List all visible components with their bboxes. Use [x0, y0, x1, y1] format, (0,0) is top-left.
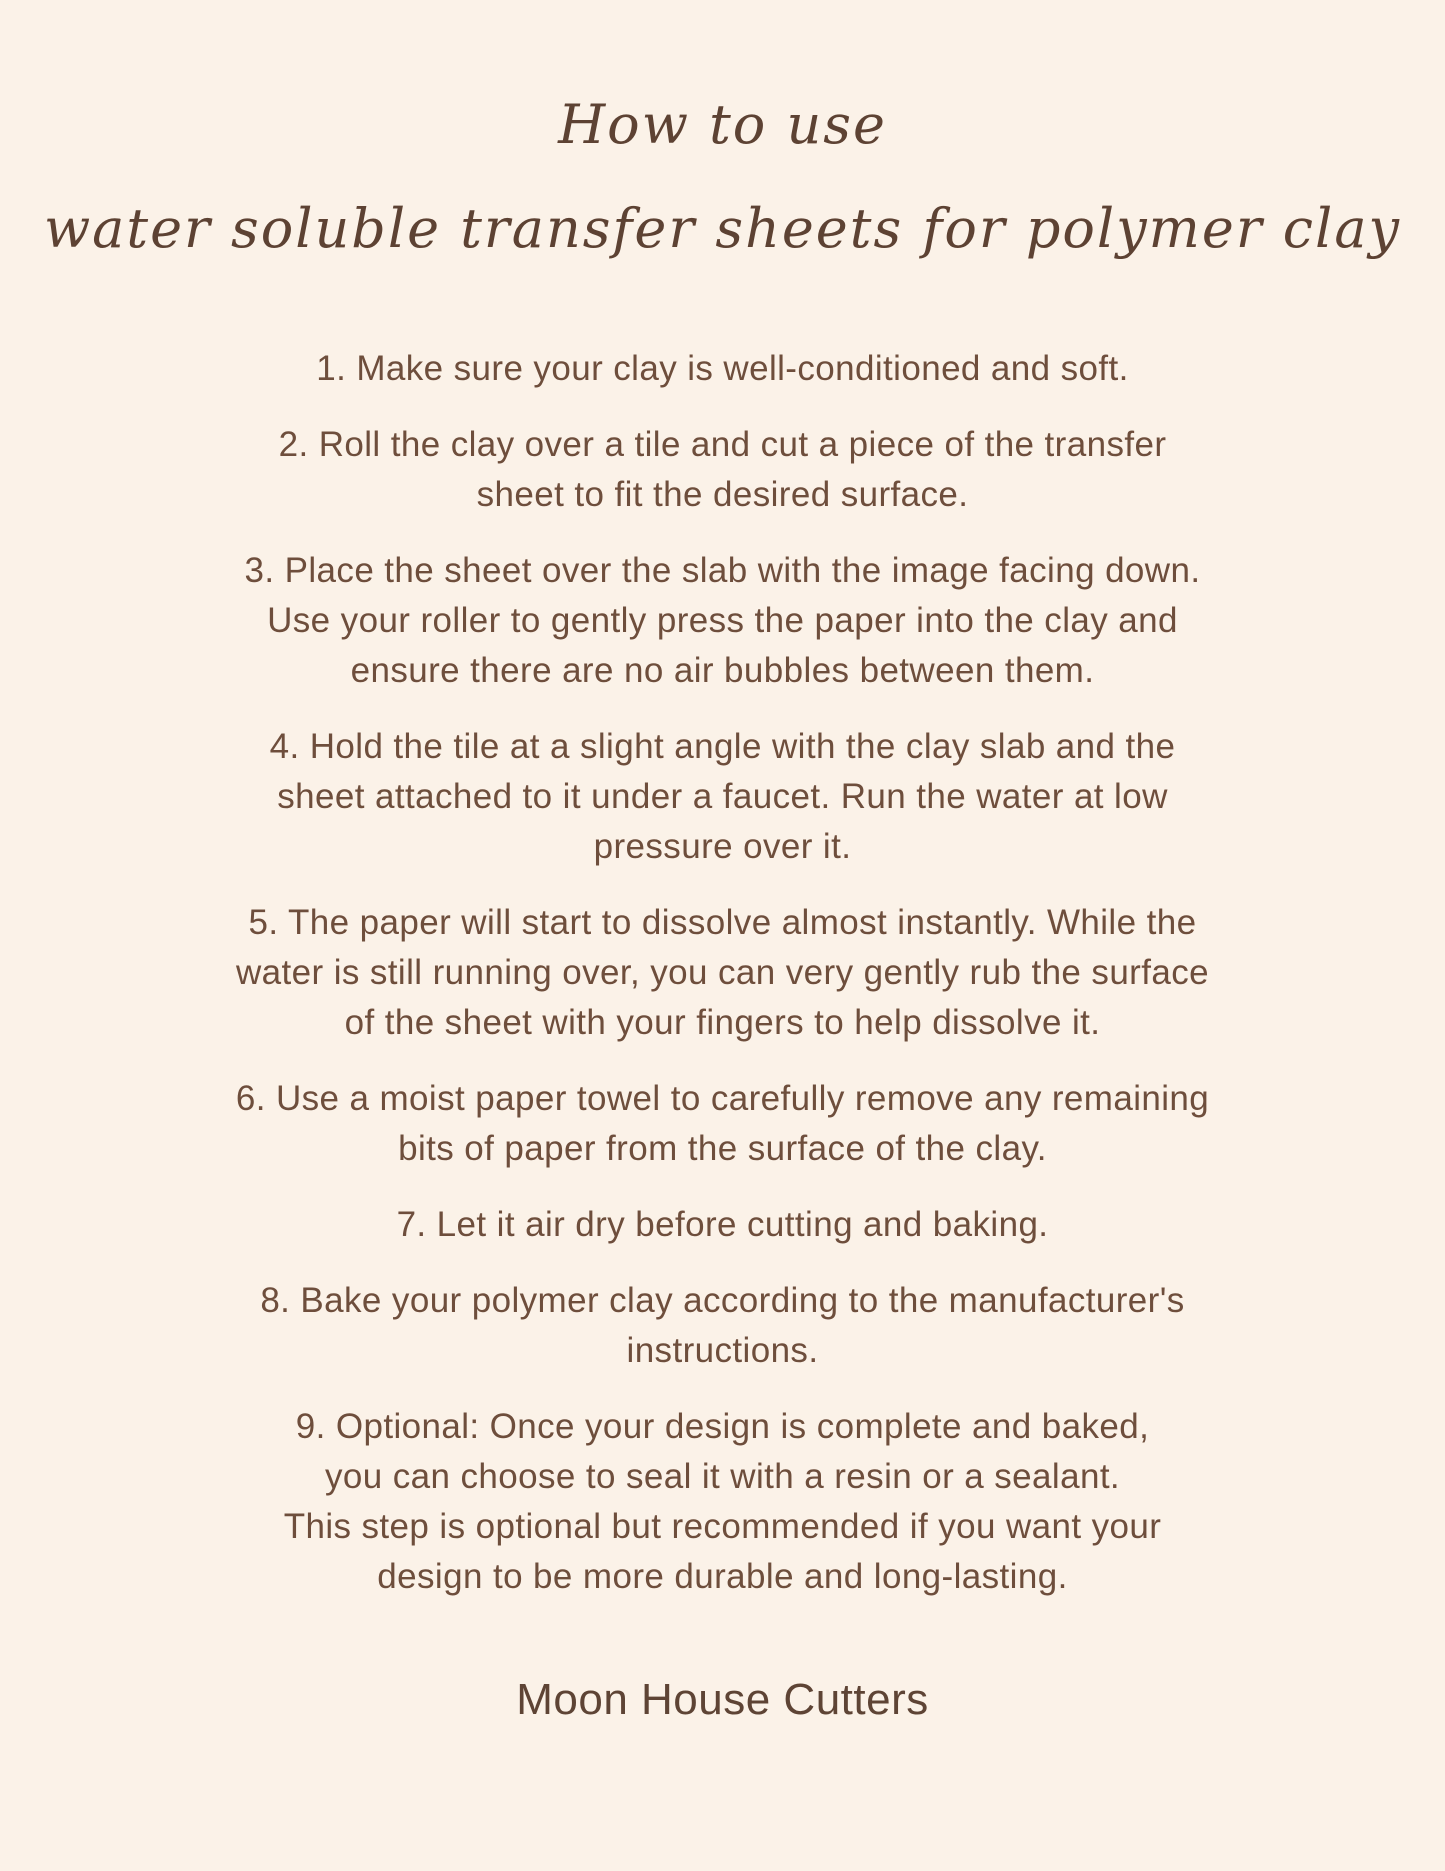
footer: [0, 1672, 1445, 1728]
heading-line-2: water soluble transfer sheets for polymer clay: [43, 197, 1402, 260]
step-line: ensure there are no air bubbles between them.: [350, 651, 1095, 690]
step-item-4: [0, 722, 1445, 872]
step-line: Use your roller to gently press the paper into the clay and: [267, 601, 1178, 640]
step-line: pressure over it.: [593, 827, 852, 866]
step-line: sheet to fit the desired surface.: [476, 475, 969, 514]
step-item-6: [0, 1074, 1445, 1174]
step-line: of the sheet with your fingers to help dissolve it.: [344, 1003, 1101, 1042]
step-item-7: [0, 1200, 1445, 1250]
step-line: 2. Roll the clay over a tile and cut a piece of the transfer: [278, 425, 1167, 464]
step-item-8: [0, 1276, 1445, 1376]
step-line: 5. The paper will start to dissolve almost instantly. While the: [248, 903, 1197, 942]
step-line: design to be more durable and long-lasting.: [377, 1557, 1068, 1596]
step-line: sheet attached to it under a faucet. Run the water at low: [277, 777, 1168, 816]
step-line: 8. Bake your polymer clay according to the manufacturer's: [260, 1281, 1185, 1320]
step-line: water is still running over, you can very gently rub the surface: [235, 953, 1209, 992]
step-line: you can choose to seal it with a resin or a sealant.: [324, 1457, 1121, 1496]
step-line: 1. Make sure your clay is well-conditioned and soft.: [316, 349, 1129, 388]
step-line: 4. Hold the tile at a slight angle with the clay slab and the: [269, 727, 1176, 766]
step-line: 9. Optional: Once your design is complete and baked,: [295, 1407, 1150, 1446]
heading-line-1: How to use: [558, 93, 887, 156]
step-item-2: [0, 420, 1445, 520]
step-item-1: [0, 344, 1445, 394]
step-line: This step is optional but recommended if you want your: [283, 1507, 1162, 1546]
step-line: 3. Place the sheet over the slab with the image facing down.: [244, 551, 1201, 590]
step-item-9: [0, 1402, 1445, 1602]
step-item-3: [0, 546, 1445, 696]
header: [0, 0, 1445, 262]
steps-list: [0, 344, 1445, 1602]
step-line: 7. Let it air dry before cutting and baking.: [396, 1205, 1049, 1244]
step-line: instructions.: [626, 1331, 819, 1370]
step-line: 6. Use a moist paper towel to carefully remove any remaining: [235, 1079, 1210, 1118]
brand-name: Moon House Cutters: [516, 1675, 929, 1724]
step-item-5: [0, 898, 1445, 1048]
step-line: bits of paper from the surface of the clay.: [398, 1129, 1047, 1168]
